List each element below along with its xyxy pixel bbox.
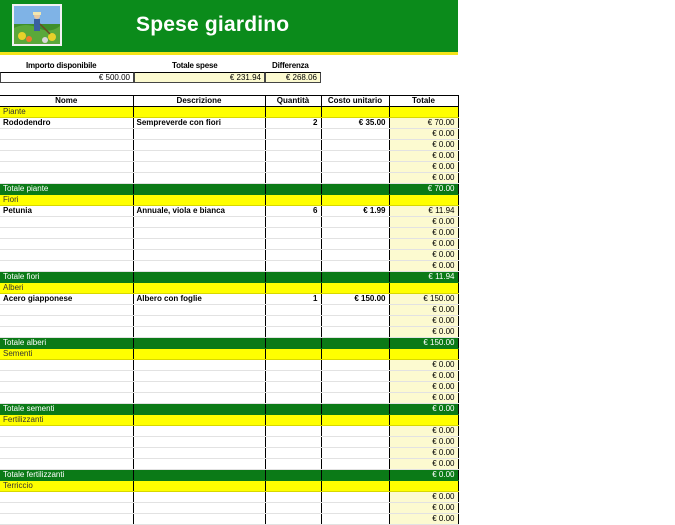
cell-descrizione[interactable] xyxy=(133,228,265,239)
category-row-alberi xyxy=(0,283,458,294)
cell-costo-unitario[interactable] xyxy=(321,228,389,239)
cell-descrizione[interactable] xyxy=(133,239,265,250)
cell-quantita[interactable] xyxy=(265,393,321,404)
cell-descrizione[interactable] xyxy=(133,503,265,514)
cell-costo-unitario[interactable] xyxy=(321,316,389,327)
page-title: Spese giardino xyxy=(136,13,290,36)
category-cell[interactable] xyxy=(133,195,265,206)
cell-quantita[interactable] xyxy=(265,228,321,239)
category-row-sementi xyxy=(0,349,458,360)
category-cell[interactable] xyxy=(389,349,458,360)
cell-nome[interactable] xyxy=(0,250,133,261)
cell-costo-unitario[interactable] xyxy=(321,173,389,184)
cell-totale: € 0.00 xyxy=(389,327,458,338)
cell-quantita[interactable] xyxy=(265,426,321,437)
category-cell[interactable] xyxy=(133,481,265,492)
cell-nome[interactable] xyxy=(0,140,133,151)
cell-totale: € 0.00 xyxy=(389,503,458,514)
cell-totale: € 0.00 xyxy=(389,360,458,371)
table-row xyxy=(0,305,458,316)
category-cell[interactable] xyxy=(321,415,389,426)
category-cell[interactable] xyxy=(321,283,389,294)
section-total-label: Totale piante xyxy=(0,184,133,195)
cell-costo-unitario[interactable] xyxy=(321,129,389,140)
cell-totale: € 0.00 xyxy=(389,250,458,261)
cell-nome[interactable] xyxy=(0,371,133,382)
section-total-cell xyxy=(265,470,321,481)
cell-descrizione[interactable]: Annuale, viola e bianca xyxy=(133,206,265,217)
cell-quantita[interactable] xyxy=(265,173,321,184)
section-total-label: Totale sementi xyxy=(0,404,133,415)
cell-descrizione[interactable] xyxy=(133,305,265,316)
cell-descrizione[interactable] xyxy=(133,459,265,470)
cell-nome[interactable] xyxy=(0,151,133,162)
title-banner xyxy=(0,0,458,55)
category-cell[interactable] xyxy=(321,195,389,206)
cell-costo-unitario[interactable]: € 150.00 xyxy=(321,294,389,305)
section-total-cell xyxy=(133,404,265,415)
importo-value[interactable]: € 500.00 xyxy=(0,72,134,83)
cell-nome[interactable] xyxy=(0,382,133,393)
column-header-quantita: Quantità xyxy=(265,96,321,107)
cell-totale: € 150.00 xyxy=(389,294,458,305)
cell-nome[interactable] xyxy=(0,459,133,470)
column-header-totale: Totale xyxy=(389,96,458,107)
cell-costo-unitario[interactable]: € 1.99 xyxy=(321,206,389,217)
cell-descrizione[interactable] xyxy=(133,492,265,503)
table-row xyxy=(0,503,458,514)
category-label: Terriccio xyxy=(0,481,133,492)
cell-quantita[interactable] xyxy=(265,371,321,382)
cell-nome[interactable] xyxy=(0,305,133,316)
table-row xyxy=(0,294,458,305)
column-header-descrizione: Descrizione xyxy=(133,96,265,107)
cell-costo-unitario[interactable] xyxy=(321,140,389,151)
importo-label: Importo disponibile xyxy=(26,61,97,70)
cell-totale: € 0.00 xyxy=(389,448,458,459)
section-total-cell xyxy=(133,338,265,349)
category-cell[interactable] xyxy=(133,107,265,118)
table-row xyxy=(0,118,458,129)
cell-costo-unitario[interactable] xyxy=(321,514,389,525)
table-row xyxy=(0,437,458,448)
table-row xyxy=(0,239,458,250)
total-row-fertilizzanti xyxy=(0,470,458,481)
category-cell[interactable] xyxy=(265,415,321,426)
cell-nome[interactable] xyxy=(0,437,133,448)
table-row xyxy=(0,514,458,525)
section-total-value: € 0.00 xyxy=(389,404,458,415)
cell-totale: € 70.00 xyxy=(389,118,458,129)
cell-descrizione[interactable] xyxy=(133,393,265,404)
category-cell[interactable] xyxy=(389,481,458,492)
cell-nome[interactable] xyxy=(0,228,133,239)
cell-quantita[interactable] xyxy=(265,217,321,228)
cell-nome[interactable] xyxy=(0,316,133,327)
totale-spese-label: Totale spese xyxy=(172,61,218,70)
cell-totale: € 0.00 xyxy=(389,492,458,503)
cell-totale: € 0.00 xyxy=(389,371,458,382)
category-cell[interactable] xyxy=(389,107,458,118)
table-row xyxy=(0,393,458,404)
cell-costo-unitario[interactable] xyxy=(321,459,389,470)
section-total-cell xyxy=(321,470,389,481)
cell-nome[interactable] xyxy=(0,492,133,503)
total-row-piante xyxy=(0,184,458,195)
cell-costo-unitario[interactable] xyxy=(321,360,389,371)
cell-descrizione[interactable] xyxy=(133,162,265,173)
cell-totale: € 0.00 xyxy=(389,151,458,162)
cell-descrizione[interactable] xyxy=(133,448,265,459)
table-row xyxy=(0,382,458,393)
table-row xyxy=(0,360,458,371)
cell-quantita[interactable] xyxy=(265,503,321,514)
totale-spese-value: € 231.94 xyxy=(134,72,265,83)
cell-totale: € 0.00 xyxy=(389,129,458,140)
cell-totale: € 0.00 xyxy=(389,228,458,239)
cell-descrizione[interactable] xyxy=(133,129,265,140)
expense-table xyxy=(0,95,459,525)
cell-totale: € 0.00 xyxy=(389,305,458,316)
section-total-label: Totale fiori xyxy=(0,272,133,283)
category-label: Fiori xyxy=(0,195,133,206)
table-row xyxy=(0,261,458,272)
cell-costo-unitario[interactable] xyxy=(321,250,389,261)
section-total-value: € 150.00 xyxy=(389,338,458,349)
table-row xyxy=(0,140,458,151)
cell-totale: € 0.00 xyxy=(389,162,458,173)
cell-costo-unitario[interactable] xyxy=(321,382,389,393)
category-cell[interactable] xyxy=(133,415,265,426)
section-total-cell xyxy=(265,338,321,349)
cell-costo-unitario[interactable] xyxy=(321,492,389,503)
table-row xyxy=(0,217,458,228)
cell-quantita[interactable] xyxy=(265,140,321,151)
cell-descrizione[interactable] xyxy=(133,261,265,272)
cell-quantita[interactable] xyxy=(265,162,321,173)
table-row xyxy=(0,371,458,382)
cell-costo-unitario[interactable] xyxy=(321,327,389,338)
cell-quantita[interactable] xyxy=(265,437,321,448)
cell-costo-unitario[interactable] xyxy=(321,393,389,404)
cell-nome[interactable]: Acero giapponese xyxy=(0,294,133,305)
section-total-cell xyxy=(321,404,389,415)
cell-nome[interactable] xyxy=(0,217,133,228)
category-label: Piante xyxy=(0,107,133,118)
cell-descrizione[interactable] xyxy=(133,437,265,448)
cell-costo-unitario[interactable] xyxy=(321,426,389,437)
cell-nome[interactable] xyxy=(0,426,133,437)
cell-costo-unitario[interactable]: € 35.00 xyxy=(321,118,389,129)
category-label: Sementi xyxy=(0,349,133,360)
table-row xyxy=(0,162,458,173)
cell-descrizione[interactable] xyxy=(133,371,265,382)
category-row-fertilizzanti xyxy=(0,415,458,426)
cell-descrizione[interactable] xyxy=(133,316,265,327)
cell-costo-unitario[interactable] xyxy=(321,261,389,272)
category-label: Alberi xyxy=(0,283,133,294)
cell-nome[interactable] xyxy=(0,129,133,140)
cell-nome[interactable] xyxy=(0,503,133,514)
category-label: Fertilizzanti xyxy=(0,415,133,426)
cell-totale: € 0.00 xyxy=(389,382,458,393)
cell-totale: € 0.00 xyxy=(389,459,458,470)
section-total-cell xyxy=(133,272,265,283)
cell-totale: € 0.00 xyxy=(389,140,458,151)
category-cell[interactable] xyxy=(389,415,458,426)
section-total-label: Totale alberi xyxy=(0,338,133,349)
cell-quantita[interactable] xyxy=(265,250,321,261)
column-header-costo-unitario: Costo unitario xyxy=(321,96,389,107)
cell-quantita[interactable] xyxy=(265,360,321,371)
cell-quantita[interactable] xyxy=(265,382,321,393)
cell-costo-unitario[interactable] xyxy=(321,305,389,316)
cell-totale: € 0.00 xyxy=(389,239,458,250)
cell-totale: € 0.00 xyxy=(389,261,458,272)
category-cell[interactable] xyxy=(389,195,458,206)
category-cell[interactable] xyxy=(321,349,389,360)
cell-descrizione[interactable] xyxy=(133,360,265,371)
cell-quantita[interactable] xyxy=(265,129,321,140)
cell-costo-unitario[interactable] xyxy=(321,437,389,448)
differenza-label: Differenza xyxy=(272,61,309,70)
cell-descrizione[interactable] xyxy=(133,327,265,338)
category-cell[interactable] xyxy=(133,283,265,294)
category-row-terriccio xyxy=(0,481,458,492)
table-row xyxy=(0,448,458,459)
category-cell[interactable] xyxy=(265,107,321,118)
cell-totale: € 0.00 xyxy=(389,217,458,228)
cell-descrizione[interactable] xyxy=(133,173,265,184)
section-total-cell xyxy=(265,272,321,283)
cell-descrizione[interactable] xyxy=(133,514,265,525)
differenza-value: € 268.06 xyxy=(265,72,321,83)
cell-totale: € 0.00 xyxy=(389,426,458,437)
cell-nome[interactable] xyxy=(0,393,133,404)
cell-totale: € 0.00 xyxy=(389,514,458,525)
cell-descrizione[interactable] xyxy=(133,217,265,228)
cell-nome[interactable] xyxy=(0,448,133,459)
cell-descrizione[interactable] xyxy=(133,426,265,437)
cell-descrizione[interactable] xyxy=(133,151,265,162)
cell-costo-unitario[interactable] xyxy=(321,448,389,459)
section-total-label: Totale fertilizzanti xyxy=(0,470,133,481)
category-cell[interactable] xyxy=(265,349,321,360)
table-row xyxy=(0,206,458,217)
cell-costo-unitario[interactable] xyxy=(321,371,389,382)
cell-nome[interactable]: Petunia xyxy=(0,206,133,217)
cell-quantita[interactable] xyxy=(265,305,321,316)
table-row xyxy=(0,426,458,437)
cell-totale: € 0.00 xyxy=(389,173,458,184)
table-row xyxy=(0,492,458,503)
section-total-cell xyxy=(321,338,389,349)
cell-nome[interactable]: Rododendro xyxy=(0,118,133,129)
section-total-cell xyxy=(133,184,265,195)
column-header-nome: Nome xyxy=(0,96,133,107)
cell-totale: € 0.00 xyxy=(389,393,458,404)
cell-nome[interactable] xyxy=(0,514,133,525)
category-cell[interactable] xyxy=(265,481,321,492)
cell-quantita[interactable] xyxy=(265,448,321,459)
cell-descrizione[interactable] xyxy=(133,250,265,261)
table-row xyxy=(0,316,458,327)
cell-quantita[interactable] xyxy=(265,492,321,503)
cell-quantita[interactable] xyxy=(265,459,321,470)
category-cell[interactable] xyxy=(265,195,321,206)
section-total-value: € 0.00 xyxy=(389,470,458,481)
category-cell[interactable] xyxy=(133,349,265,360)
table-row xyxy=(0,151,458,162)
cell-nome[interactable] xyxy=(0,261,133,272)
category-cell[interactable] xyxy=(265,283,321,294)
total-row-sementi xyxy=(0,404,458,415)
section-total-cell xyxy=(321,272,389,283)
table-row xyxy=(0,228,458,239)
cell-quantita[interactable]: 1 xyxy=(265,294,321,305)
cell-totale: € 0.00 xyxy=(389,437,458,448)
cell-nome[interactable] xyxy=(0,239,133,250)
category-cell[interactable] xyxy=(389,283,458,294)
cell-descrizione[interactable] xyxy=(133,140,265,151)
section-total-value: € 70.00 xyxy=(389,184,458,195)
table-header-row xyxy=(0,96,458,107)
cell-quantita[interactable] xyxy=(265,514,321,525)
category-row-piante xyxy=(0,107,458,118)
cell-quantita[interactable] xyxy=(265,239,321,250)
category-cell[interactable] xyxy=(321,481,389,492)
table-row xyxy=(0,327,458,338)
table-row xyxy=(0,129,458,140)
cell-quantita[interactable]: 6 xyxy=(265,206,321,217)
total-row-alberi xyxy=(0,338,458,349)
cell-costo-unitario[interactable] xyxy=(321,239,389,250)
cell-quantita[interactable] xyxy=(265,327,321,338)
section-total-cell xyxy=(265,184,321,195)
section-total-cell xyxy=(133,470,265,481)
cell-nome[interactable] xyxy=(0,162,133,173)
category-row-fiori xyxy=(0,195,458,206)
section-total-cell xyxy=(265,404,321,415)
cell-costo-unitario[interactable] xyxy=(321,217,389,228)
total-row-fiori xyxy=(0,272,458,283)
cell-quantita[interactable] xyxy=(265,151,321,162)
cell-descrizione[interactable]: Albero con foglie xyxy=(133,294,265,305)
cell-totale: € 0.00 xyxy=(389,316,458,327)
cell-descrizione[interactable]: Sempreverde con fiori xyxy=(133,118,265,129)
cell-quantita[interactable] xyxy=(265,316,321,327)
cell-descrizione[interactable] xyxy=(133,382,265,393)
cell-costo-unitario[interactable] xyxy=(321,162,389,173)
table-row xyxy=(0,459,458,470)
cell-nome[interactable] xyxy=(0,173,133,184)
cell-quantita[interactable] xyxy=(265,261,321,272)
section-total-cell xyxy=(321,184,389,195)
table-row xyxy=(0,250,458,261)
garden-gardener-icon xyxy=(12,4,62,46)
table-row xyxy=(0,173,458,184)
section-total-value: € 11.94 xyxy=(389,272,458,283)
cell-quantita[interactable]: 2 xyxy=(265,118,321,129)
cell-costo-unitario[interactable] xyxy=(321,503,389,514)
cell-nome[interactable] xyxy=(0,360,133,371)
cell-totale: € 11.94 xyxy=(389,206,458,217)
cell-costo-unitario[interactable] xyxy=(321,151,389,162)
cell-nome[interactable] xyxy=(0,327,133,338)
category-cell[interactable] xyxy=(321,107,389,118)
